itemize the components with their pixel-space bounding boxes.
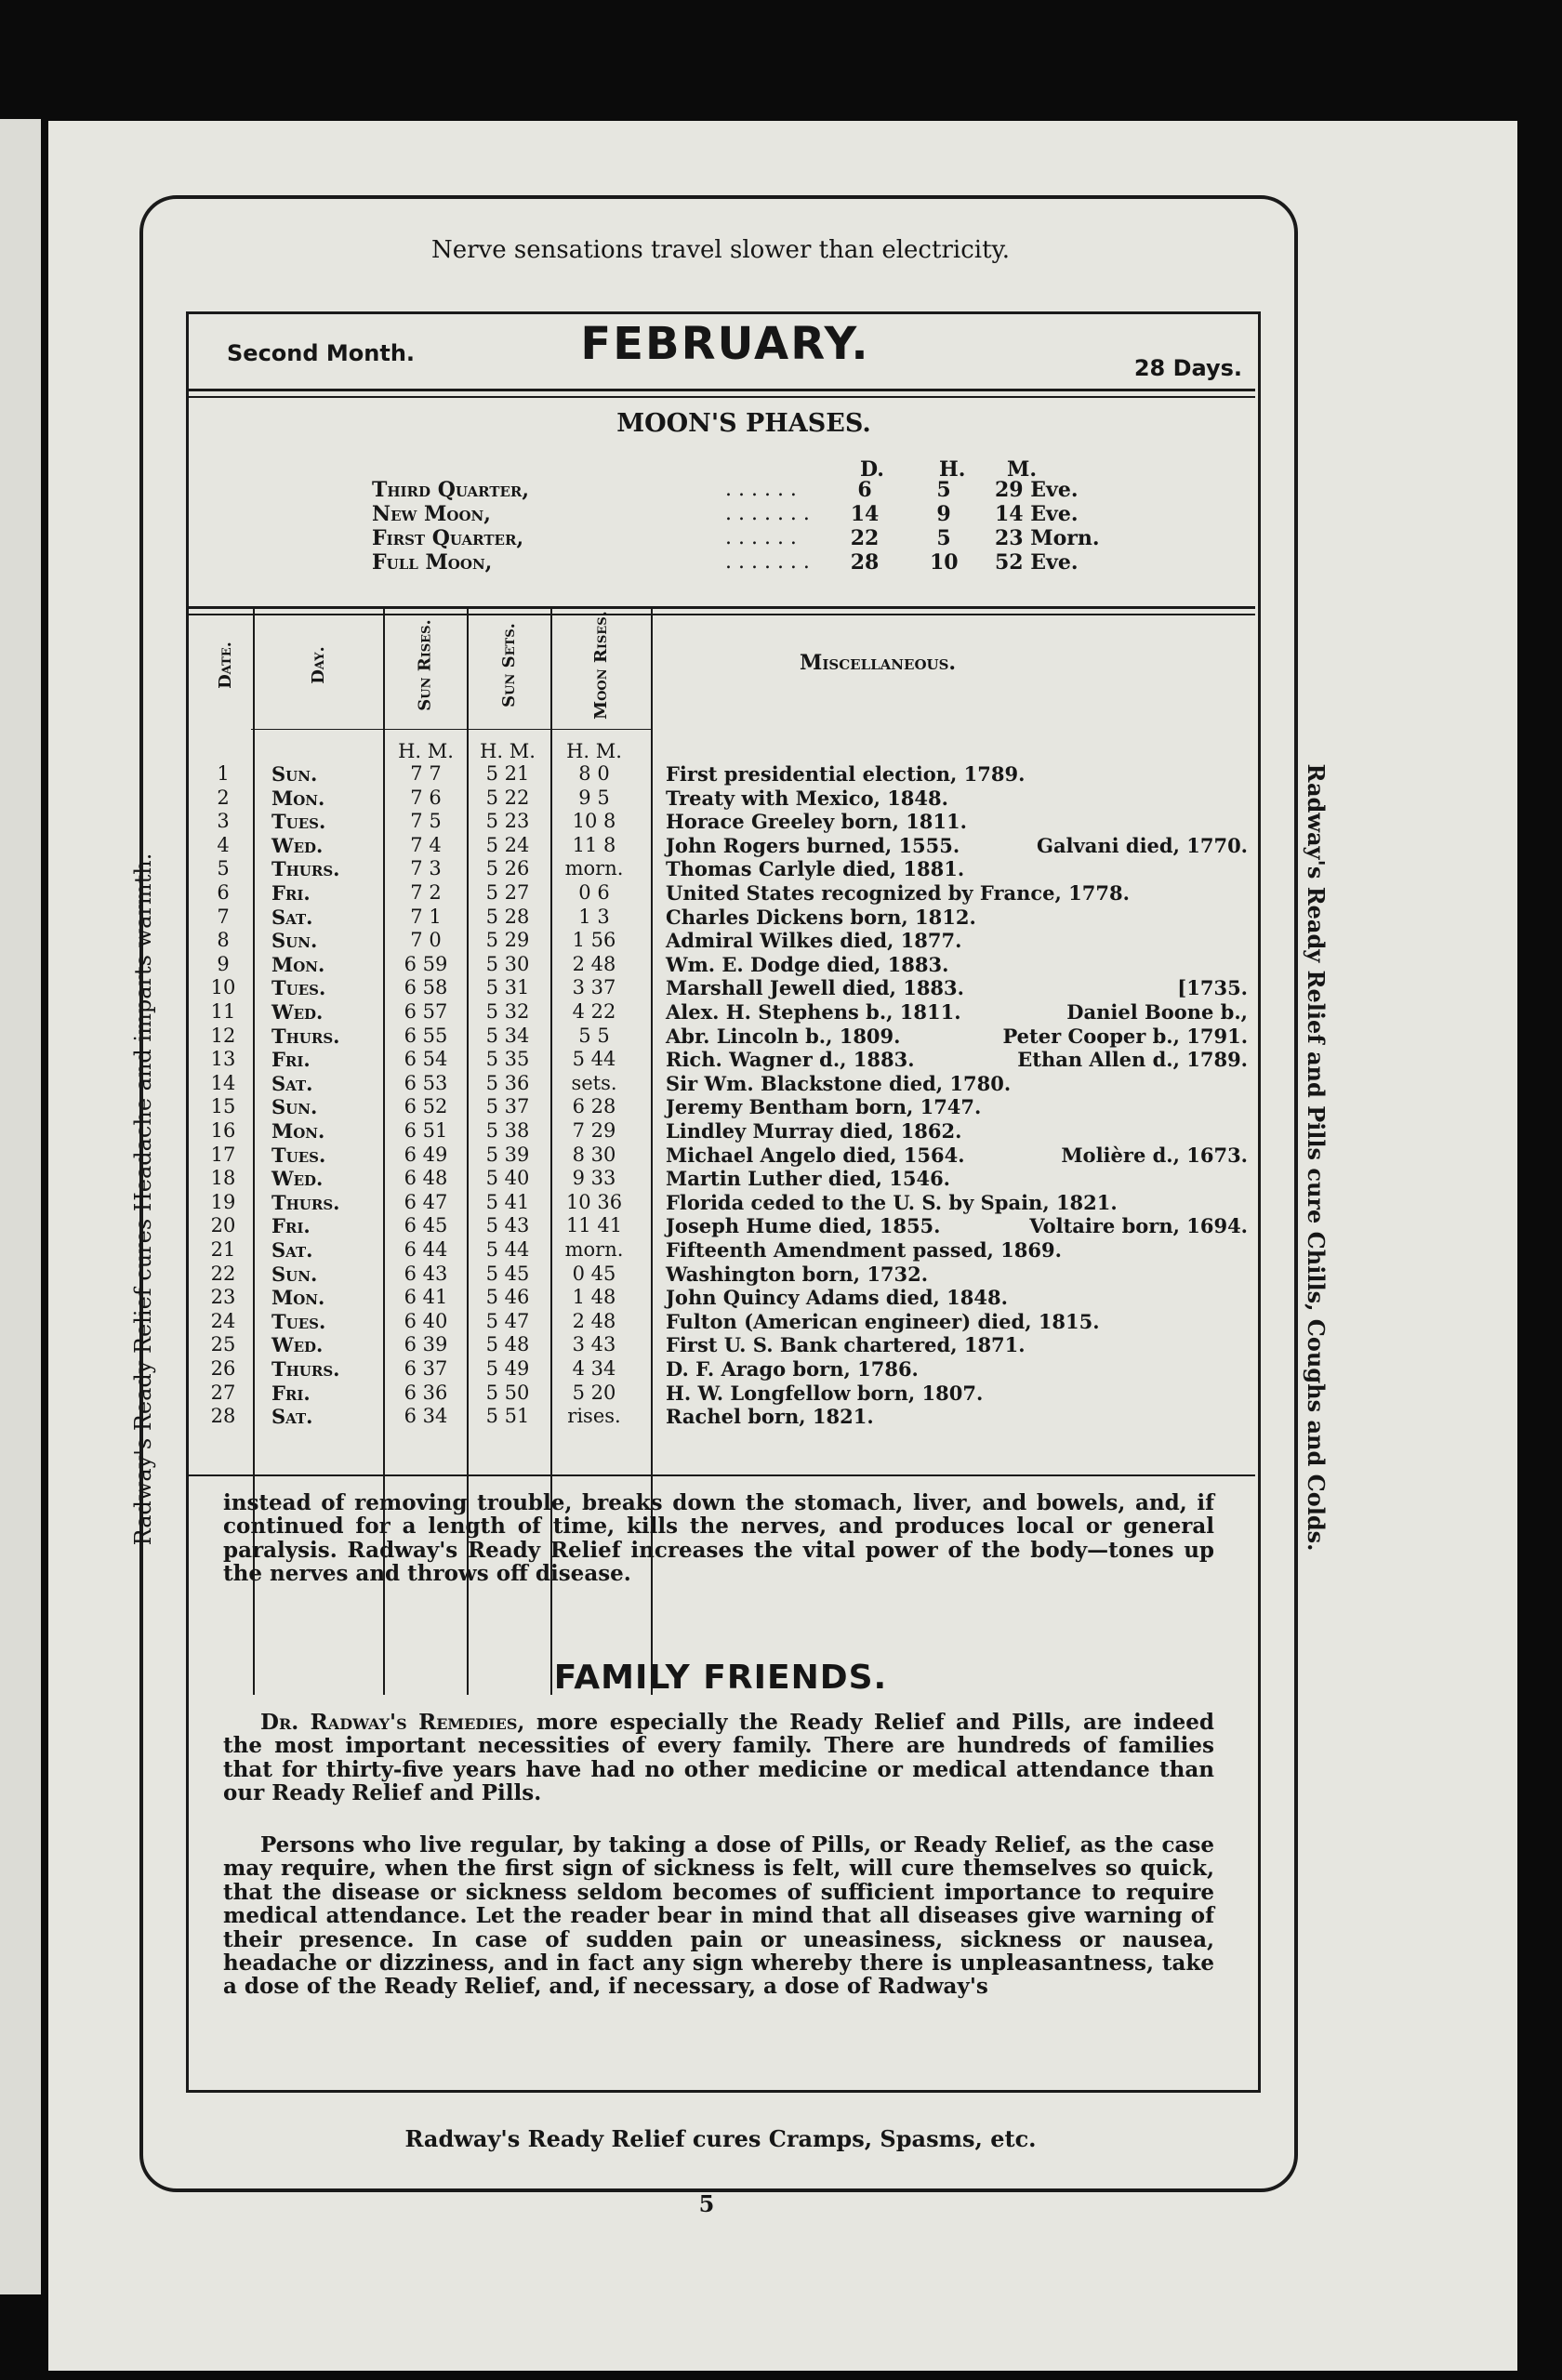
day-cell: Mon. xyxy=(271,1286,325,1310)
misc-cell: United States recognized by France, 1778. xyxy=(666,881,1130,905)
sun-sets-cell: 5 51 xyxy=(485,1405,530,1428)
misc-cell: Marshall Jewell died, 1883. xyxy=(666,976,964,1000)
sun-sets-cell: 5 35 xyxy=(485,1048,530,1071)
misc-extra-cell: Galvani died, 1770. xyxy=(1037,833,1248,857)
sun-sets-cell: 5 41 xyxy=(485,1190,530,1213)
misc-cell: Wm. E. Dodge died, 1883. xyxy=(666,952,949,976)
month-label: Second Month. xyxy=(227,340,416,366)
bottom-caption: Radway's Ready Relief cures Cramps, Spasms, etc. xyxy=(404,2125,1037,2152)
misc-extra-cell: [1735. xyxy=(1177,976,1248,1000)
day-cell: Wed. xyxy=(271,1333,324,1357)
misc-cell: Horace Greeley born, 1811. xyxy=(666,810,967,834)
sun-rises-cell: 6 58 xyxy=(404,976,448,999)
day-cell: Fri. xyxy=(271,1048,311,1072)
date-cell: 20 xyxy=(210,1214,236,1237)
day-cell: Sat. xyxy=(271,1238,313,1262)
sun-sets-cell: 5 31 xyxy=(485,976,530,999)
date-cell: 7 xyxy=(217,905,230,928)
sun-rises-cell: 6 41 xyxy=(404,1286,448,1309)
moon-rises-cell: morn. xyxy=(564,857,624,880)
misc-cell: Alex. H. Stephens b., 1811. xyxy=(666,1000,961,1024)
sun-sets-cell: 5 37 xyxy=(485,1095,530,1118)
day-cell: Tues. xyxy=(271,976,326,1000)
left-margin-text: Radway's Ready Relief cures Headache and imparts warmth. xyxy=(130,853,156,1546)
moon-rises-cell: 11 41 xyxy=(565,1214,623,1237)
date-cell: 26 xyxy=(210,1357,236,1380)
sun-rises-cell: 6 57 xyxy=(404,1000,448,1023)
sun-rises-cell: 6 45 xyxy=(404,1214,448,1237)
misc-cell: First presidential election, 1789. xyxy=(666,762,1026,786)
header-day: Day. xyxy=(308,645,328,684)
moon-rises-cell: 3 43 xyxy=(572,1333,616,1356)
sun-sets-cell: 5 21 xyxy=(485,762,530,785)
sun-sets-cell: 5 29 xyxy=(485,929,530,952)
sun-rises-cell: 6 53 xyxy=(404,1071,448,1094)
day-cell: Thurs. xyxy=(271,1357,340,1381)
moon-rises-cell: 0 45 xyxy=(572,1262,616,1285)
moon-rises-cell: 11 8 xyxy=(572,833,616,856)
sun-rises-cell: 6 39 xyxy=(404,1333,448,1356)
date-cell: 4 xyxy=(217,833,230,856)
page-number: 5 xyxy=(698,2190,715,2217)
sun-sets-cell: 5 24 xyxy=(485,833,530,856)
date-cell: 12 xyxy=(210,1024,236,1047)
sun-sets-cell: 5 34 xyxy=(485,1024,530,1047)
misc-extra-cell: Ethan Allen d., 1789. xyxy=(1017,1048,1248,1072)
moon-rises-cell: 2 48 xyxy=(572,1309,616,1332)
moon-rises-cell: 10 8 xyxy=(572,810,616,833)
day-cell: Mon. xyxy=(271,952,325,976)
date-cell: 21 xyxy=(210,1238,236,1261)
sun-sets-cell: 5 39 xyxy=(485,1143,530,1166)
misc-cell: Thomas Carlyle died, 1881. xyxy=(666,857,965,881)
sun-rises-cell: 7 4 xyxy=(410,833,442,856)
family-friends-heading: FAMILY FRIENDS. xyxy=(553,1659,888,1697)
sun-rises-cell: 7 6 xyxy=(410,786,442,809)
moon-rises-cell: morn. xyxy=(564,1238,624,1261)
day-cell: Thurs. xyxy=(271,1024,340,1048)
moon-rises-cell: 8 30 xyxy=(572,1143,616,1166)
date-cell: 14 xyxy=(210,1071,236,1094)
sun-sets-cell: 5 44 xyxy=(485,1238,530,1261)
moon-rises-cell: 5 44 xyxy=(572,1048,616,1071)
misc-cell: First U. S. Bank chartered, 1871. xyxy=(666,1333,1026,1357)
continuation-paragraph: instead of removing trouble, breaks down the stomach, liver, and bowels, and, if continued for a length of time, kills the nerves, and produces local or general paralysis. Radway's Ready Relief increases the vital power of the body—tones up the nerves and throws off disease. xyxy=(223,1490,1214,1587)
moon-rises-cell: 2 48 xyxy=(572,952,616,975)
date-cell: 25 xyxy=(210,1333,236,1356)
misc-cell: Fulton (American engineer) died, 1815. xyxy=(666,1309,1100,1333)
day-cell: Tues. xyxy=(271,1309,326,1333)
date-cell: 3 xyxy=(217,810,230,833)
date-cell: 24 xyxy=(210,1309,236,1332)
moon-rises-cell: 5 20 xyxy=(572,1381,616,1404)
date-cell: 13 xyxy=(210,1048,236,1071)
misc-cell: D. F. Arago born, 1786. xyxy=(666,1357,919,1381)
sun-sets-cell: 5 23 xyxy=(485,810,530,833)
misc-cell: H. W. Longfellow born, 1807. xyxy=(666,1381,984,1405)
misc-cell: Abr. Lincoln b., 1809. xyxy=(666,1024,901,1048)
date-cell: 15 xyxy=(210,1095,236,1118)
moon-rises-cell: 10 36 xyxy=(565,1190,623,1213)
hm-row: H. M. H. M. H. M. xyxy=(398,740,622,762)
day-cell: Sun. xyxy=(271,929,318,953)
date-cell: 18 xyxy=(210,1167,236,1190)
sun-sets-cell: 5 27 xyxy=(485,881,530,904)
day-cell: Mon. xyxy=(271,786,325,810)
rule xyxy=(186,614,1255,615)
misc-cell: Washington born, 1732. xyxy=(666,1262,929,1286)
sun-sets-cell: 5 50 xyxy=(485,1381,530,1404)
day-cell: Wed. xyxy=(271,833,324,857)
day-cell: Sun. xyxy=(271,1095,318,1119)
sun-rises-cell: 6 37 xyxy=(404,1357,448,1380)
sun-rises-cell: 7 3 xyxy=(410,857,442,880)
day-cell: Wed. xyxy=(271,1000,324,1024)
moon-rises-cell: 9 5 xyxy=(578,786,610,809)
misc-extra-cell: Voltaire born, 1694. xyxy=(1029,1214,1248,1238)
sun-rises-cell: 6 54 xyxy=(404,1048,448,1071)
moon-rises-cell: 0 6 xyxy=(578,881,610,904)
right-margin-text: Radway's Ready Relief and Pills cure Chills, Coughs and Colds. xyxy=(1303,763,1330,1552)
moon-rises-cell: 8 0 xyxy=(578,762,610,785)
date-cell: 16 xyxy=(210,1119,236,1142)
month-title: FEBRUARY. xyxy=(580,318,870,370)
moon-phases-title: MOON'S PHASES. xyxy=(616,409,871,438)
sun-sets-cell: 5 22 xyxy=(485,786,530,809)
sun-rises-cell: 6 43 xyxy=(404,1262,448,1285)
day-cell: Tues. xyxy=(271,1143,326,1167)
date-cell: 5 xyxy=(217,857,230,880)
misc-cell: John Rogers burned, 1555. xyxy=(666,833,960,857)
sun-rises-cell: 7 5 xyxy=(410,810,442,833)
moon-rises-cell: 3 37 xyxy=(572,976,616,999)
day-cell: Fri. xyxy=(271,881,311,905)
misc-cell: Florida ceded to the U. S. by Spain, 1821. xyxy=(666,1190,1118,1214)
moon-phase-row: New Moon, . . . . . . . 14 9 14 Eve. xyxy=(372,502,1079,526)
moon-rises-cell: 4 34 xyxy=(572,1357,616,1380)
sun-rises-cell: 6 36 xyxy=(404,1381,448,1404)
sun-sets-cell: 5 49 xyxy=(485,1357,530,1380)
sun-rises-cell: 7 2 xyxy=(410,881,442,904)
rule xyxy=(186,606,1255,609)
sun-rises-cell: 7 0 xyxy=(410,929,442,952)
date-cell: 10 xyxy=(210,976,236,999)
misc-cell: Fifteenth Amendment passed, 1869. xyxy=(666,1238,1062,1262)
moon-rises-cell: 1 3 xyxy=(578,905,610,928)
date-cell: 22 xyxy=(210,1262,236,1285)
misc-cell: John Quincy Adams died, 1848. xyxy=(666,1286,1008,1310)
top-caption: Nerve sensations travel slower than electricity. xyxy=(430,236,1011,264)
sun-sets-cell: 5 38 xyxy=(485,1119,530,1142)
day-cell: Sat. xyxy=(271,1405,313,1429)
date-cell: 28 xyxy=(210,1405,236,1428)
sun-rises-cell: 6 52 xyxy=(404,1095,448,1118)
moon-rises-cell: 9 33 xyxy=(572,1167,616,1190)
col-h: H. xyxy=(939,457,966,482)
misc-cell: Jeremy Bentham born, 1747. xyxy=(666,1095,982,1119)
col-m: M. xyxy=(1007,457,1038,482)
header-miscellaneous: Miscellaneous. xyxy=(800,651,957,675)
sun-rises-cell: 6 49 xyxy=(404,1143,448,1166)
moon-rises-cell: 7 29 xyxy=(572,1119,616,1142)
sun-rises-cell: 7 1 xyxy=(410,905,442,928)
day-cell: Tues. xyxy=(271,810,326,834)
header-sun-sets: Sun Sets. xyxy=(498,622,519,707)
date-cell: 17 xyxy=(210,1143,236,1166)
sun-rises-cell: 6 55 xyxy=(404,1024,448,1047)
misc-cell: Martin Luther died, 1546. xyxy=(666,1167,950,1191)
sun-rises-cell: 6 59 xyxy=(404,952,448,975)
day-cell: Sun. xyxy=(271,762,318,786)
rule xyxy=(186,389,1255,391)
rule xyxy=(186,1474,1255,1476)
sun-rises-cell: 6 34 xyxy=(404,1405,448,1428)
sun-sets-cell: 5 30 xyxy=(485,952,530,975)
day-cell: Sun. xyxy=(271,1262,318,1286)
sun-sets-cell: 5 45 xyxy=(485,1262,530,1285)
date-cell: 27 xyxy=(210,1381,236,1404)
remedies-lead: Dr. Radway's Remedies, xyxy=(260,1710,525,1735)
days-label: 28 Days. xyxy=(1133,355,1242,381)
family-friends-paragraph-2: Persons who live regular, by taking a dose of Pills, or Ready Relief, as the case may require, when the first sign of sickness is felt, will cure themselves so quick, that the disease or sickness seldom becomes of sufficient importance to require medical attendance. Let the reader bear in mind that all diseases give warning of their presence. In case of sudden pain or uneasiness, sickness or nausea, headache or dizziness, and in fact any sign whereby there is unpleasantness, take a dose of the Ready Relief, and, if necessary, a dose of Radway's xyxy=(223,1832,1214,2000)
date-cell: 9 xyxy=(217,952,230,975)
sun-rises-cell: 6 48 xyxy=(404,1167,448,1190)
moon-rises-cell: 1 48 xyxy=(572,1286,616,1309)
moon-rises-cell: 4 22 xyxy=(572,1000,616,1023)
misc-cell: Lindley Murray died, 1862. xyxy=(666,1119,962,1143)
sun-sets-cell: 5 40 xyxy=(485,1167,530,1190)
date-cell: 19 xyxy=(210,1190,236,1213)
sun-rises-cell: 6 40 xyxy=(404,1309,448,1332)
misc-cell: Michael Angelo died, 1564. xyxy=(666,1143,965,1167)
sun-rises-cell: 7 7 xyxy=(410,762,442,785)
sun-sets-cell: 5 28 xyxy=(485,905,530,928)
col-d: D. xyxy=(860,457,884,482)
misc-cell: Treaty with Mexico, 1848. xyxy=(666,786,948,810)
moon-phase-row: Third Quarter, . . . . . . 6 5 29 Eve. xyxy=(372,478,1079,502)
sun-sets-cell: 5 43 xyxy=(485,1214,530,1237)
sun-sets-cell: 5 26 xyxy=(485,857,530,880)
date-cell: 6 xyxy=(217,881,230,904)
paragraph-text: more especially the Ready Relief and Pills, are indeed the most important necessities of every family. There are hundreds of families that for thirty-five years have had no other medicine or medical attendance than our Ready Relief and Pills. xyxy=(223,1710,1214,1806)
moon-rises-cell: 1 56 xyxy=(572,929,616,952)
sun-rises-cell: 6 44 xyxy=(404,1238,448,1261)
day-cell: Thurs. xyxy=(271,1190,340,1214)
date-cell: 11 xyxy=(210,1000,236,1023)
rule xyxy=(186,396,1255,398)
day-cell: Fri. xyxy=(271,1381,311,1405)
misc-cell: Rich. Wagner d., 1883. xyxy=(666,1048,915,1072)
misc-extra-cell: Peter Cooper b., 1791. xyxy=(1002,1024,1248,1048)
misc-extra-cell: Daniel Boone b., xyxy=(1066,1000,1248,1024)
day-cell: Mon. xyxy=(271,1119,325,1143)
misc-cell: Rachel born, 1821. xyxy=(666,1405,874,1429)
family-friends-paragraph-1 xyxy=(223,1711,1214,1805)
moon-rises-cell: sets. xyxy=(571,1071,617,1094)
date-cell: 8 xyxy=(217,929,230,952)
moon-rises-cell: 5 5 xyxy=(578,1024,610,1047)
sun-sets-cell: 5 47 xyxy=(485,1309,530,1332)
misc-cell: Charles Dickens born, 1812. xyxy=(666,905,976,929)
header-date: Date. xyxy=(215,641,235,689)
date-cell: 1 xyxy=(217,762,230,785)
sun-sets-cell: 5 46 xyxy=(485,1286,530,1309)
day-cell: Wed. xyxy=(271,1167,324,1191)
misc-cell: Sir Wm. Blackstone died, 1780. xyxy=(666,1071,1012,1095)
header-sun-rises: Sun Rises. xyxy=(415,618,435,711)
date-cell: 23 xyxy=(210,1286,236,1309)
sun-sets-cell: 5 48 xyxy=(485,1333,530,1356)
date-cell: 2 xyxy=(217,786,230,809)
sun-sets-cell: 5 36 xyxy=(485,1071,530,1094)
sun-rises-cell: 6 51 xyxy=(404,1119,448,1142)
day-cell: Sat. xyxy=(271,905,313,929)
moon-rises-cell: 6 28 xyxy=(572,1095,616,1118)
header-moon-rises: Moon Rises. xyxy=(590,610,611,720)
rule xyxy=(251,729,653,730)
misc-cell: Joseph Hume died, 1855. xyxy=(666,1214,941,1238)
sun-sets-cell: 5 32 xyxy=(485,1000,530,1023)
day-cell: Fri. xyxy=(271,1214,311,1238)
day-cell: Thurs. xyxy=(271,857,340,881)
moon-rises-cell: rises. xyxy=(567,1405,621,1428)
moon-phase-row: First Quarter, . . . . . . 22 5 23 Morn. xyxy=(372,526,1100,550)
moon-phase-row: Full Moon, . . . . . . . 28 10 52 Eve. xyxy=(372,550,1079,575)
misc-cell: Admiral Wilkes died, 1877. xyxy=(666,929,962,953)
sun-rises-cell: 6 47 xyxy=(404,1190,448,1213)
misc-extra-cell: Molière d., 1673. xyxy=(1061,1143,1248,1167)
day-cell: Sat. xyxy=(271,1071,313,1095)
